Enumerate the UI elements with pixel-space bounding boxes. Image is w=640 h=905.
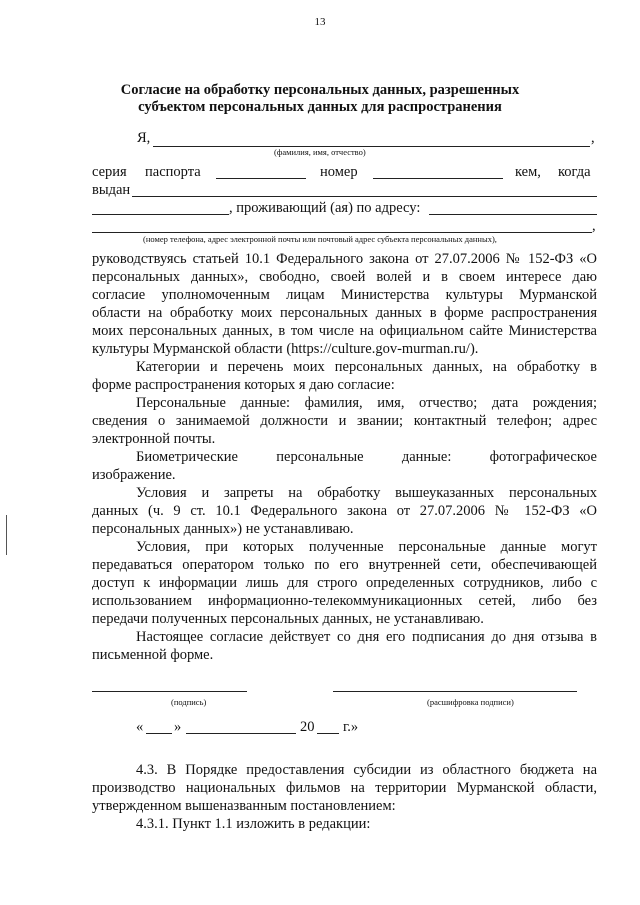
bottom-line-3: утвержденном вышеназванным постановлением: [92,798,396,814]
year-prefix: 20 [300,719,315,735]
document-title-line-2: субъектом персональных данных для распространения [138,99,502,115]
issued-by-line [132,196,597,197]
kogda-label: когда [558,164,591,180]
contact-comma: , [592,218,596,234]
date-open-quote: « [136,719,144,735]
text-line-21: передачи полученных персональных данных, не устанавливаю. [92,611,484,627]
nomer-label: номер [320,164,358,180]
text-line-16: персональных данных») не устанавливаю. [92,521,354,537]
signature-decode-caption: (расшифровка подписи) [427,697,514,707]
text-line-2: персональных данных», свободно, своей волей и в своем интересе даю [92,269,597,285]
text-line-11: электронной почты. [92,431,216,447]
vydan-label: выдан [92,182,131,198]
text-line-13: изображение. [92,467,176,483]
text-line-15: данных (ч. 9 ст. 10.1 Федерального закона от 27.07.2006 № 152-ФЗ «О [92,503,597,519]
text-line-4: области на обработку моих персональных данных в форме распространения [92,305,597,321]
kem-label: кем, [515,164,541,180]
signature-decode-line [333,691,577,692]
scan-margin-mark [6,515,7,555]
bottom-line-1: 4.3. В Порядке предоставления субсидии из областного бюджета на [136,762,597,778]
text-line-3: согласие уполномоченным лицам Министерства культуры Мурманской [92,287,597,303]
bottom-line-2: производство национальных фильмов на территории Мурманской области, [92,780,597,796]
text-line-5: моих персональных данных, в том числе на официальном сайте Министерства [92,323,597,339]
seria-label: серия [92,164,127,180]
text-line-6: культуры Мурманской области (https://culture.gov-murman.ru/). [92,341,479,357]
text-line-17: Условия, при которых полученные персональные данные могут [136,539,597,555]
address-line [429,214,597,215]
fio-line [153,146,590,147]
text-line-18: передаваться оператором только по его внутренней сети, обеспечивающей [92,557,597,573]
contact-caption: (номер телефона, адрес электронной почты или почтовый адрес субъекта персональных данных), [143,234,497,244]
text-line-1: руководствуясь статьей 10.1 Федерального закона от 27.07.2006 № 152-ФЗ «О [92,251,597,267]
month-line [186,733,296,734]
contact-line [92,232,592,233]
year-line [317,733,339,734]
page-number: 13 [314,16,326,28]
bottom-line-4: 4.3.1. Пункт 1.1 изложить в редакции: [136,816,371,832]
text-line-9: Персональные данные: фамилия, имя, отчество; дата рождения; [136,395,597,411]
fio-comma: , [591,130,595,146]
text-line-10: сведения о занимаемой должности и звании; контактный телефон; адрес [92,413,597,429]
signature-caption: (подпись) [171,697,207,707]
text-line-7: Категории и перечень моих персональных данных, на обработку в [136,359,597,375]
residing-label: , проживающий (ая) по адресу: [229,200,421,216]
text-line-20: использованием информационно-телекоммуникационных сетей, либо без [92,593,597,609]
text-line-23: письменной форме. [92,647,214,663]
number-line [373,178,503,179]
passport-label: паспорта [145,164,201,180]
text-line-22: Настоящее согласие действует со дня его подписания до дня отзыва в [136,629,597,645]
series-line [216,178,306,179]
text-line-19: доступ к информации лишь для строго определенных сотрудников, либо с [92,575,597,591]
year-suffix: г.» [343,719,359,735]
date-close-quote: » [174,719,182,735]
issue-date-line [92,214,229,215]
ya-label: Я, [137,130,151,146]
fio-caption: (фамилия, имя, отчество) [274,147,366,157]
text-line-8: форме распространения которых я даю согласие: [92,377,395,393]
document-title-line-1: Согласие на обработку персональных данных, разрешенных [120,82,520,98]
text-line-12: Биометрические персональные данные: фотографическое [136,449,597,465]
day-line [146,733,172,734]
text-line-14: Условия и запреты на обработку вышеуказанных персональных [136,485,597,501]
signature-line [92,691,247,692]
